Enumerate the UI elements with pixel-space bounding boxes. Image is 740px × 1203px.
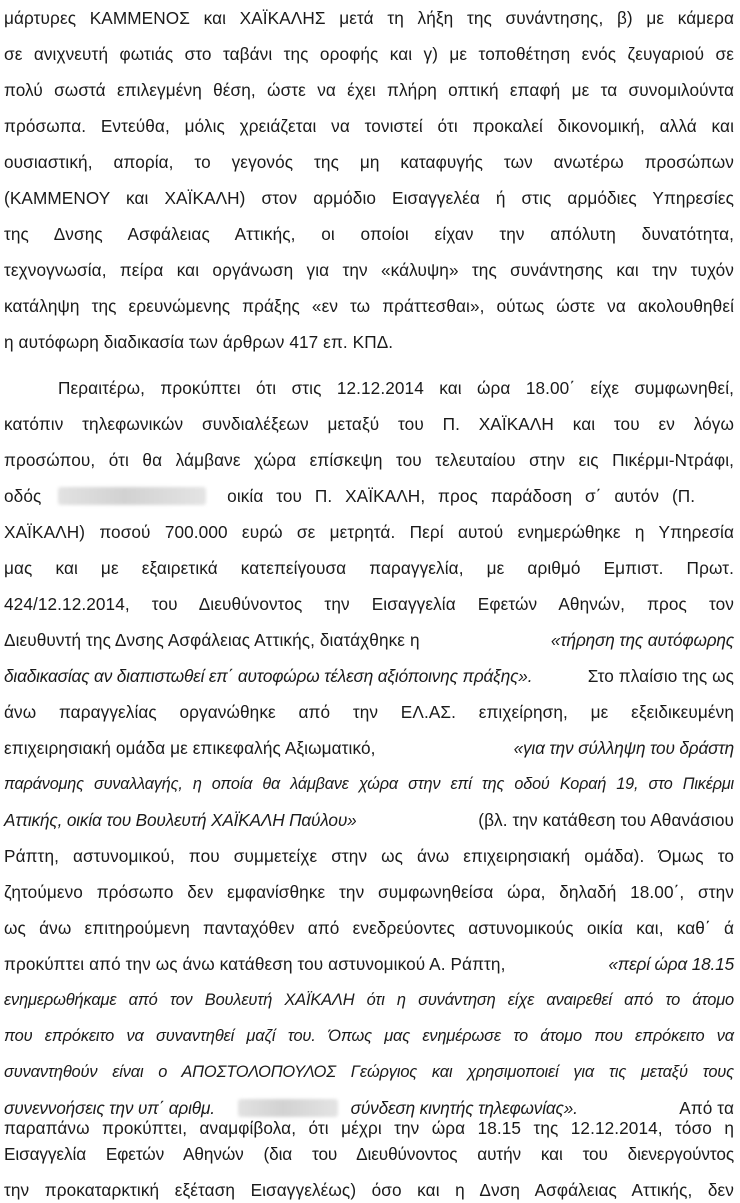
text-line: σε ανιχνευτή φωτιάς στο ταβάνι της οροφής και γ) με τοποθέτηση ενός ζευγαριού σε [4, 44, 734, 64]
quote-line: ενημερωθήκαμε από τον Βουλευτή ΧΑΪΚΑΛΗ ότι η συνάντηση είχε αναιρεθεί από το άτομο [4, 991, 734, 1009]
text-line [4, 486, 734, 508]
text-line: την προκαταρκτική εξέταση Εισαγγελέως) όσο και η Δνση Ασφάλειας Αττικής, δεν [4, 1180, 734, 1200]
text-line: πρόσωπα. Εντεύθα, μόλις χρειάζεται να τονιστεί ότι προκαλεί δικονομική, αλλά και [4, 116, 734, 136]
text-line: κατόπιν τηλεφωνικών συνδιαλέξεων μεταξύ του Π. ΧΑΪΚΑΛΗ και του εν λόγω [4, 414, 734, 434]
quote-segment: συνεννοήσεις την υπ΄ αριθμ. [4, 1098, 215, 1118]
quote-segment: «τήρηση της αυτόφωρης [550, 630, 734, 650]
text-segment: (βλ. την κατάθεση του Αθανάσιου [478, 810, 734, 830]
text-line: μας και με εξαιρετικά κατεπείγουσα παραγγελία, με αριθμό Εμπιστ. Πρωτ. [4, 558, 734, 578]
text-line: της Δνσης Ασφάλειας Αττικής, οι οποίοι είχαν την απόλυτη δυνατότητα, [4, 224, 734, 244]
text-segment: προκύπτει από την ως άνω κατάθεση του αστυνομικού Α. Ράπτη, [4, 954, 506, 974]
text-line: ουσιαστική, απορία, το γεγονός της μη καταφυγής των ανωτέρω προσώπων [4, 152, 734, 172]
text-line: κατάληψη της ερευνώμενης πράξης «εν τω πράττεσθαι», ούτως ώστε να ακολουθηθεί [4, 296, 734, 316]
quote-segment: Αττικής, οικία του Βουλευτή ΧΑΪΚΑΛΗ Παύλου» [4, 810, 357, 830]
quote-line: συναντηθούν είναι ο ΑΠΟΣΤΟΛΟΠΟΥΛΟΣ Γεώργιος και χρησιμοποιεί για τις μεταξύ τους [4, 1063, 734, 1081]
text-segment: Διευθυντή της Δνσης Ασφάλειας Αττικής, διατάχθηκε η [4, 630, 420, 650]
text-line [4, 954, 734, 976]
redacted-phone-number [238, 1099, 338, 1117]
redacted-address [58, 487, 206, 505]
text-line: 424/12.12.2014, του Διευθύνοντος την Εισαγγελία Εφετών Αθηνών, προς τον [4, 594, 734, 614]
text-segment: Από τα [679, 1098, 734, 1118]
text-line [4, 1098, 734, 1120]
text-line: προσώπου, ότι θα λάμβανε χώρα επίσκεψη του τελευταίου στην εις Πικέρμι-Ντράφι, [4, 450, 734, 470]
quote-segment: «περί ώρα 18.15 [608, 954, 734, 974]
text-line [4, 810, 734, 832]
quote-segment: διαδικασίας αν διαπιστωθεί επ΄ αυτοφώρω τέλεση αξιόποινης πράξης». [4, 666, 533, 686]
text-segment: οικία του Π. ΧΑΪΚΑΛΗ, προς παράδοση σ΄ αυτόν (Π. [227, 486, 696, 506]
text-line: μάρτυρες ΚΑΜΜΕΝΟΣ και ΧΑΪΚΑΛΗΣ μετά τη λήξη της συνάντησης, β) με κάμερα [4, 8, 734, 28]
text-line [4, 666, 734, 688]
quote-line: που επρόκειτο να συναντηθεί μαζί του. Όπως μας ενημέρωσε το άτομο που επρόκειτο να [4, 1027, 734, 1045]
quote-segment: «για την σύλληψη του δράστη [513, 738, 734, 758]
text-line: ως άνω επιτηρούμενη πανταχόθεν από ενεδρεύοντες αστυνομικούς οικία και, καθ΄ ά [4, 918, 734, 938]
text-segment: Στο πλαίσιο της ως [587, 666, 734, 686]
text-line [4, 738, 734, 760]
text-line: Ράπτη, αστυνομικού, που συμμετείχε στην ως άνω επιχειρησιακή ομάδα). Όμως το [4, 846, 734, 866]
text-line: ζητούμενο πρόσωπο δεν εμφανίσθηκε την συμφωνηθείσα ώρα, δηλαδή 18.00΄, στην [4, 882, 734, 902]
text-line: άνω παραγγελίας οργανώθηκε από την ΕΛ.ΑΣ. επιχείρηση, με εξειδικευμένη [4, 702, 734, 722]
text-segment: επιχειρησιακή ομάδα με επικεφαλής Αξιωματικό, [4, 738, 376, 758]
text-line: η αυτόφωρη διαδικασία των άρθρων 417 επ. ΚΠΔ. [4, 332, 394, 352]
text-line: Εισαγγελία Εφετών Αθηνών (δια του Διευθύνοντος αυτήν και του διενεργούντος [4, 1144, 734, 1164]
quote-line: παράνομης συναλλαγής, η οποία θα λάμβανε χώρα στην επί της οδού Κοραή 19, στο Πικέρμι [4, 775, 734, 793]
paragraph-first-line: Περαιτέρω, προκύπτει ότι στις 12.12.2014 και ώρα 18.00΄ είχε συμφωνηθεί, [58, 378, 734, 398]
text-line: πολύ σωστά επιλεγμένη θέση, ώστε να έχει πλήρη οπτική επαφή με τα συνομιλούντα [4, 80, 734, 100]
text-line: παραπάνω προκύπτει, αναμφίβολα, ότι μέχρι την ώρα 18.15 της 12.12.2014, τόσο η [4, 1118, 734, 1138]
quote-segment: σύνδεση κινητής τηλεφωνίας». [350, 1098, 578, 1118]
text-segment: οδός [4, 486, 42, 506]
text-line: (ΚΑΜΜΕΝΟΥ και ΧΑΪΚΑΛΗ) στον αρμόδιο Εισαγγελέα ή στις αρμόδιες Υπηρεσίες [4, 188, 734, 208]
text-line [4, 630, 734, 652]
text-line: τεχνογνωσία, πείρα και οργάνωση για την «κάλυψη» της συνάντησης και την τυχόν [4, 260, 734, 280]
text-line: ΧΑΪΚΑΛΗ) ποσού 700.000 ευρώ σε μετρητά. Περί αυτού ενημερώθηκε η Υπηρεσία [4, 522, 734, 542]
